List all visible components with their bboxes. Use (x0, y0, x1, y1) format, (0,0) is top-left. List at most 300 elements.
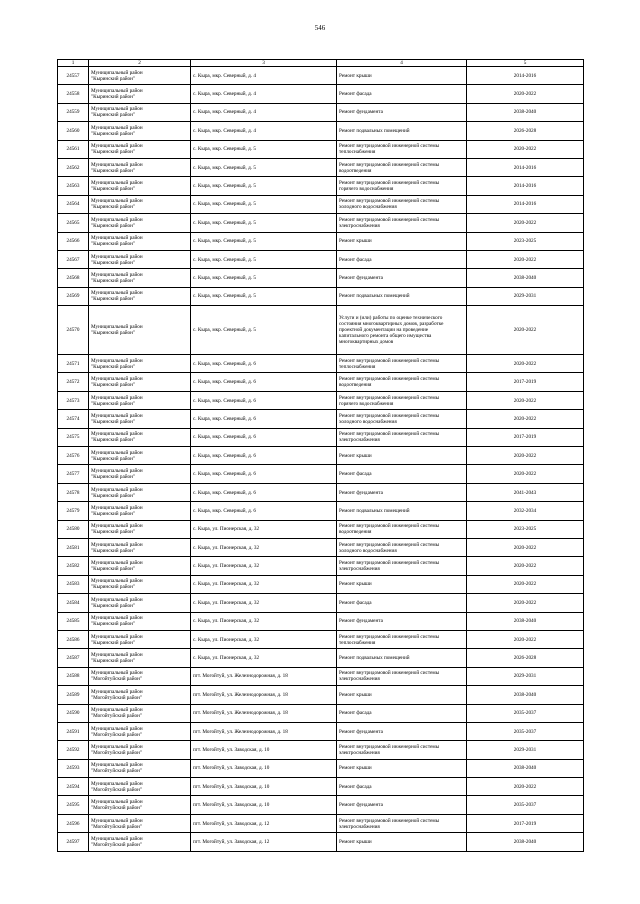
period-cell: 2020-2022 (467, 557, 584, 575)
row-number-cell: 24592 (58, 741, 89, 759)
work-type-cell (337, 575, 467, 593)
work-type-cell (337, 630, 467, 648)
district-cell (89, 250, 191, 268)
district-line: Муниципальный район (91, 394, 143, 401)
table-row (58, 538, 584, 556)
district-cell (89, 704, 191, 722)
work-type-cell (337, 594, 467, 612)
table-row (58, 103, 584, 121)
district-line: "Кыринский район" (91, 492, 136, 499)
district-cell (89, 483, 191, 501)
district-cell (89, 833, 191, 851)
table-row (58, 195, 584, 213)
period-cell: 2020-2022 (467, 306, 584, 355)
address-cell: с. Кыра, ул. Пионерская, д. 32 (191, 612, 337, 630)
district-line: Муниципальный район (91, 596, 143, 603)
row-number-cell: 24580 (58, 520, 89, 538)
work-type-cell (337, 410, 467, 428)
district-cell (89, 85, 191, 103)
district-cell (89, 667, 191, 685)
work-type-line: Ремонт подвальных помещений (339, 127, 410, 134)
work-type-line: водоотведения (339, 529, 372, 536)
work-type-cell (337, 778, 467, 796)
period-cell: 2020-2022 (467, 630, 584, 648)
district-line: Муниципальный район (91, 835, 143, 842)
work-type-line: Ремонт крыши (339, 452, 372, 459)
table-row (58, 502, 584, 520)
district-cell (89, 195, 191, 213)
district-line: "Могойтуйский район" (91, 823, 142, 830)
period-cell: 2020-2022 (467, 250, 584, 268)
district-line: Муниципальный район (91, 504, 143, 511)
work-type-line: Ремонт крыши (339, 765, 372, 772)
district-line: Муниципальный район (91, 762, 143, 769)
district-cell (89, 158, 191, 176)
address-cell: пгт. Могойтуй, ул. Железнодорожная, д. 18 (191, 686, 337, 704)
table-row (58, 630, 584, 648)
work-type-line: Ремонт фундамента (339, 728, 383, 735)
period-cell: 2029-2031 (467, 741, 584, 759)
address-cell: с. Кыра, мкр. Северный, д. 6 (191, 410, 337, 428)
district-line: Муниципальный район (91, 578, 143, 585)
table-row (58, 483, 584, 501)
district-line: "Кыринский район" (91, 400, 136, 407)
district-line: Муниципальный район (91, 431, 143, 438)
row-number-cell: 24565 (58, 214, 89, 232)
table-row (58, 814, 584, 832)
row-number-cell: 24596 (58, 814, 89, 832)
work-type-line: многоквартирных домов (339, 339, 394, 346)
period-cell: 2020-2022 (467, 538, 584, 556)
address-cell: с. Кыра, мкр. Северный, д. 5 (191, 195, 337, 213)
period-cell: 2017-2019 (467, 373, 584, 391)
district-cell (89, 355, 191, 373)
address-cell: с. Кыра, ул. Пионерская, д. 32 (191, 557, 337, 575)
period-cell: 2038-2040 (467, 269, 584, 287)
district-cell (89, 306, 191, 355)
work-type-cell (337, 502, 467, 520)
period-cell: 2038-2040 (467, 833, 584, 851)
district-line: "Кыринский район" (91, 330, 136, 337)
district-line: "Кыринский район" (91, 277, 136, 284)
district-cell (89, 232, 191, 250)
work-type-line: Ремонт внутридомовой инженерной системы (339, 394, 440, 401)
period-cell: 2014-2016 (467, 195, 584, 213)
district-line: "Кыринский район" (91, 94, 136, 101)
table-row (58, 833, 584, 851)
period-cell: 2017-2019 (467, 428, 584, 446)
district-line: Муниципальный район (91, 780, 143, 787)
district-line: "Кыринский район" (91, 296, 136, 303)
address-cell: пгт. Могойтуй, ул. Железнодорожная, д. 18 (191, 667, 337, 685)
period-cell: 2020-2022 (467, 214, 584, 232)
work-type-line: состояния многоквартирных домов, разработке (339, 321, 444, 328)
district-cell (89, 177, 191, 195)
table-row (58, 575, 584, 593)
work-type-line: Ремонт внутридомовой инженерной системы (339, 357, 440, 364)
period-cell: 2029-2031 (467, 287, 584, 305)
district-cell (89, 269, 191, 287)
row-number-cell: 24590 (58, 704, 89, 722)
table-row (58, 85, 584, 103)
address-cell: пгт. Могойтуй, ул. Железнодорожная, д. 18 (191, 704, 337, 722)
address-cell: с. Кыра, ул. Пионерская, д. 32 (191, 630, 337, 648)
district-cell (89, 612, 191, 630)
work-type-cell (337, 814, 467, 832)
district-line: Муниципальный район (91, 290, 143, 297)
work-type-line: Ремонт внутридомовой инженерной системы (339, 198, 440, 205)
district-line: "Могойтуйский район" (91, 676, 142, 683)
period-cell: 2035-2037 (467, 704, 584, 722)
work-type-cell (337, 232, 467, 250)
column-header: 3 (191, 60, 337, 67)
district-cell (89, 447, 191, 465)
district-line: "Кыринский район" (91, 382, 136, 389)
work-type-cell (337, 355, 467, 373)
table-row (58, 306, 584, 355)
table-row (58, 140, 584, 158)
district-line: Муниципальный район (91, 817, 143, 824)
district-cell (89, 140, 191, 158)
district-line: Муниципальный район (91, 449, 143, 456)
district-line: Муниципальный район (91, 253, 143, 260)
table-row (58, 391, 584, 409)
district-line: "Кыринский район" (91, 204, 136, 211)
work-type-cell (337, 686, 467, 704)
district-line: "Кыринский район" (91, 455, 136, 462)
work-type-line: Ремонт фундамента (339, 109, 383, 116)
address-cell: с. Кыра, ул. Пионерская, д. 32 (191, 649, 337, 667)
row-number-cell: 24574 (58, 410, 89, 428)
period-cell: 2020-2022 (467, 594, 584, 612)
work-type-cell (337, 250, 467, 268)
district-cell (89, 686, 191, 704)
district-line: Муниципальный район (91, 124, 143, 131)
work-type-line: Ремонт крыши (339, 838, 372, 845)
table-row (58, 686, 584, 704)
work-type-line: Ремонт внутридомовой инженерной системы (339, 670, 440, 677)
district-cell (89, 814, 191, 832)
address-cell: с. Кыра, мкр. Северный, д. 5 (191, 140, 337, 158)
district-line: "Кыринский район" (91, 602, 136, 609)
work-type-line: электроснабжения (339, 566, 380, 573)
work-type-cell (337, 140, 467, 158)
work-type-cell (337, 447, 467, 465)
table-row (58, 410, 584, 428)
work-type-line: теплоснабжения (339, 149, 376, 156)
work-type-line: Ремонт фундамента (339, 618, 383, 625)
row-number-cell: 24589 (58, 686, 89, 704)
district-line: "Кыринский район" (91, 241, 136, 248)
district-line: Муниципальный район (91, 180, 143, 187)
table-row (58, 722, 584, 740)
work-type-line: Ремонт фундамента (339, 489, 383, 496)
work-type-line: теплоснабжения (339, 639, 376, 646)
row-number-cell: 24558 (58, 85, 89, 103)
work-type-cell (337, 833, 467, 851)
period-cell: 2020-2022 (467, 447, 584, 465)
district-cell (89, 520, 191, 538)
address-cell: с. Кыра, мкр. Северный, д. 6 (191, 391, 337, 409)
work-type-line: горячего водоснабжения (339, 400, 394, 407)
work-type-line: горячего водоснабжения (339, 186, 394, 193)
district-line: Муниципальный район (91, 216, 143, 223)
address-cell: с. Кыра, ул. Пионерская, д. 32 (191, 520, 337, 538)
work-type-cell (337, 269, 467, 287)
period-cell: 2020-2022 (467, 410, 584, 428)
address-cell: пгт. Могойтуй, ул. Заводская, д. 10 (191, 778, 337, 796)
table-body (58, 67, 584, 852)
row-number-cell: 24581 (58, 538, 89, 556)
period-cell: 2017-2019 (467, 814, 584, 832)
work-type-line: Ремонт внутридомовой инженерной системы (339, 523, 440, 530)
work-type-line: Ремонт подвальных помещений (339, 293, 410, 300)
district-line: Муниципальный район (91, 670, 143, 677)
row-number-cell: 24570 (58, 306, 89, 355)
work-type-line: Ремонт фасада (339, 91, 372, 98)
work-type-line: холодного водоснабжения (339, 204, 397, 211)
address-cell: пгт. Могойтуй, ул. Заводская, д. 10 (191, 759, 337, 777)
period-cell: 2035-2037 (467, 722, 584, 740)
period-cell: 2038-2040 (467, 759, 584, 777)
row-number-cell: 24586 (58, 630, 89, 648)
district-line: "Кыринский район" (91, 437, 136, 444)
table-row (58, 250, 584, 268)
work-type-line: Ремонт внутридомовой инженерной системы (339, 180, 440, 187)
period-cell: 2020-2022 (467, 391, 584, 409)
district-line: "Могойтуйский район" (91, 749, 142, 756)
table-header-row (58, 60, 584, 67)
row-number-cell: 24582 (58, 557, 89, 575)
address-cell: с. Кыра, мкр. Северный, д. 6 (191, 502, 337, 520)
work-type-line: Ремонт внутридомовой инженерной системы (339, 560, 440, 567)
row-number-cell: 24566 (58, 232, 89, 250)
district-line: Муниципальный район (91, 198, 143, 205)
work-type-cell (337, 177, 467, 195)
district-line: Муниципальный район (91, 161, 143, 168)
table-row (58, 214, 584, 232)
address-cell: пгт. Могойтуй, ул. Заводская, д. 12 (191, 833, 337, 851)
table-row (58, 465, 584, 483)
column-header: 1 (58, 60, 89, 67)
row-number-cell: 24584 (58, 594, 89, 612)
district-line: "Могойтуйский район" (91, 731, 142, 738)
table-row (58, 67, 584, 85)
district-cell (89, 759, 191, 777)
row-number-cell: 24588 (58, 667, 89, 685)
table-row (58, 428, 584, 446)
work-type-line: Ремонт фасада (339, 599, 372, 606)
address-cell: с. Кыра, ул. Пионерская, д. 32 (191, 594, 337, 612)
district-cell (89, 538, 191, 556)
period-cell: 2020-2022 (467, 140, 584, 158)
district-line: "Кыринский район" (91, 474, 136, 481)
district-line: "Кыринский район" (91, 547, 136, 554)
work-type-line: Ремонт фасада (339, 710, 372, 717)
row-number-cell: 24576 (58, 447, 89, 465)
district-line: "Могойтуйский район" (91, 841, 142, 848)
table-row (58, 778, 584, 796)
district-line: Муниципальный район (91, 486, 143, 493)
district-line: "Кыринский район" (91, 584, 136, 591)
district-line: Муниципальный район (91, 235, 143, 242)
work-type-line: Услуги и (или) работы по оценке технического (339, 315, 443, 322)
work-type-cell (337, 538, 467, 556)
row-number-cell: 24583 (58, 575, 89, 593)
work-type-line: Ремонт фундамента (339, 802, 383, 809)
address-cell: с. Кыра, мкр. Северный, д. 5 (191, 158, 337, 176)
period-cell: 2014-2016 (467, 67, 584, 85)
work-type-line: капитального ремонта общего имущества (339, 333, 432, 340)
district-line: "Кыринский район" (91, 658, 136, 665)
work-type-cell (337, 195, 467, 213)
period-cell: 2038-2040 (467, 103, 584, 121)
district-line: Муниципальный район (91, 468, 143, 475)
work-type-cell (337, 741, 467, 759)
address-cell: с. Кыра, мкр. Северный, д. 5 (191, 232, 337, 250)
address-cell: с. Кыра, мкр. Северный, д. 5 (191, 306, 337, 355)
work-type-line: Ремонт внутридомовой инженерной системы (339, 143, 440, 150)
address-cell: с. Кыра, мкр. Северный, д. 5 (191, 250, 337, 268)
period-cell: 2038-2040 (467, 612, 584, 630)
period-cell: 2014-2016 (467, 177, 584, 195)
period-cell: 2014-2016 (467, 158, 584, 176)
repair-schedule-table (57, 59, 584, 852)
address-cell: с. Кыра, мкр. Северный, д. 6 (191, 447, 337, 465)
district-line: "Кыринский район" (91, 510, 136, 517)
district-line: Муниципальный район (91, 743, 143, 750)
district-cell (89, 778, 191, 796)
period-cell: 2023-2025 (467, 520, 584, 538)
district-cell (89, 214, 191, 232)
district-line: "Могойтуйский район" (91, 694, 142, 701)
work-type-cell (337, 103, 467, 121)
address-cell: с. Кыра, мкр. Северный, д. 6 (191, 483, 337, 501)
table-row (58, 269, 584, 287)
work-type-cell (337, 287, 467, 305)
district-cell (89, 502, 191, 520)
address-cell: пгт. Могойтуй, ул. Заводская, д. 10 (191, 741, 337, 759)
work-type-line: теплоснабжения (339, 363, 376, 370)
work-type-line: Ремонт внутридомовой инженерной системы (339, 541, 440, 548)
work-type-line: Ремонт внутридомовой инженерной системы (339, 376, 440, 383)
table-row (58, 158, 584, 176)
work-type-cell (337, 85, 467, 103)
column-header: 5 (467, 60, 584, 67)
district-line: "Кыринский район" (91, 75, 136, 82)
district-line: "Кыринский район" (91, 566, 136, 573)
district-cell (89, 373, 191, 391)
address-cell: с. Кыра, мкр. Северный, д. 6 (191, 355, 337, 373)
period-cell: 2035-2037 (467, 796, 584, 814)
district-line: Муниципальный район (91, 652, 143, 659)
table-row (58, 373, 584, 391)
work-type-line: электроснабжения (339, 823, 380, 830)
work-type-cell (337, 704, 467, 722)
table-row (58, 232, 584, 250)
work-type-cell (337, 483, 467, 501)
row-number-cell: 24594 (58, 778, 89, 796)
table-row (58, 667, 584, 685)
district-line: "Кыринский район" (91, 621, 136, 628)
table-row (58, 355, 584, 373)
address-cell: с. Кыра, ул. Пионерская, д. 32 (191, 575, 337, 593)
work-type-cell (337, 649, 467, 667)
district-line: Муниципальный район (91, 633, 143, 640)
district-cell (89, 796, 191, 814)
district-line: "Кыринский район" (91, 112, 136, 119)
address-cell: с. Кыра, мкр. Северный, д. 5 (191, 287, 337, 305)
district-cell (89, 103, 191, 121)
district-line: "Кыринский район" (91, 418, 136, 425)
district-cell (89, 741, 191, 759)
work-type-line: Ремонт внутридомовой инженерной системы (339, 743, 440, 750)
row-number-cell: 24585 (58, 612, 89, 630)
work-type-line: электроснабжения (339, 222, 380, 229)
work-type-cell (337, 759, 467, 777)
period-cell: 2032-2034 (467, 502, 584, 520)
work-type-cell (337, 667, 467, 685)
row-number-cell: 24577 (58, 465, 89, 483)
district-line: Муниципальный район (91, 376, 143, 383)
district-cell (89, 287, 191, 305)
work-type-line: Ремонт фасада (339, 256, 372, 263)
district-line: "Кыринский район" (91, 259, 136, 266)
work-type-line: Ремонт подвальных помещений (339, 655, 410, 662)
work-type-line: Ремонт крыши (339, 691, 372, 698)
table-row (58, 520, 584, 538)
work-type-cell (337, 465, 467, 483)
work-type-cell (337, 67, 467, 85)
address-cell: с. Кыра, мкр. Северный, д. 6 (191, 465, 337, 483)
address-cell: с. Кыра, мкр. Северный, д. 5 (191, 269, 337, 287)
district-line: "Кыринский район" (91, 130, 136, 137)
table-row (58, 649, 584, 667)
district-line: Муниципальный район (91, 541, 143, 548)
row-number-cell: 24591 (58, 722, 89, 740)
row-number-cell: 24560 (58, 122, 89, 140)
address-cell: с. Кыра, мкр. Северный, д. 4 (191, 103, 337, 121)
district-line: Муниципальный район (91, 688, 143, 695)
column-header: 4 (337, 60, 467, 67)
district-cell (89, 410, 191, 428)
district-line: Муниципальный район (91, 106, 143, 113)
work-type-line: холодного водоснабжения (339, 547, 397, 554)
district-line: Муниципальный район (91, 357, 143, 364)
district-cell (89, 557, 191, 575)
row-number-cell: 24578 (58, 483, 89, 501)
row-number-cell: 24568 (58, 269, 89, 287)
address-cell: с. Кыра, мкр. Северный, д. 4 (191, 85, 337, 103)
district-line: "Кыринский район" (91, 363, 136, 370)
table-row (58, 287, 584, 305)
district-line: "Кыринский район" (91, 529, 136, 536)
work-type-cell (337, 373, 467, 391)
district-cell (89, 649, 191, 667)
work-type-line: Ремонт фасада (339, 783, 372, 790)
row-number-cell: 24597 (58, 833, 89, 851)
work-type-line: Ремонт внутридомовой инженерной системы (339, 817, 440, 824)
work-type-cell (337, 391, 467, 409)
work-type-cell (337, 428, 467, 446)
table-row (58, 447, 584, 465)
work-type-cell (337, 557, 467, 575)
row-number-cell: 24571 (58, 355, 89, 373)
work-type-cell (337, 796, 467, 814)
period-cell: 2020-2022 (467, 85, 584, 103)
district-cell (89, 122, 191, 140)
work-type-cell (337, 214, 467, 232)
